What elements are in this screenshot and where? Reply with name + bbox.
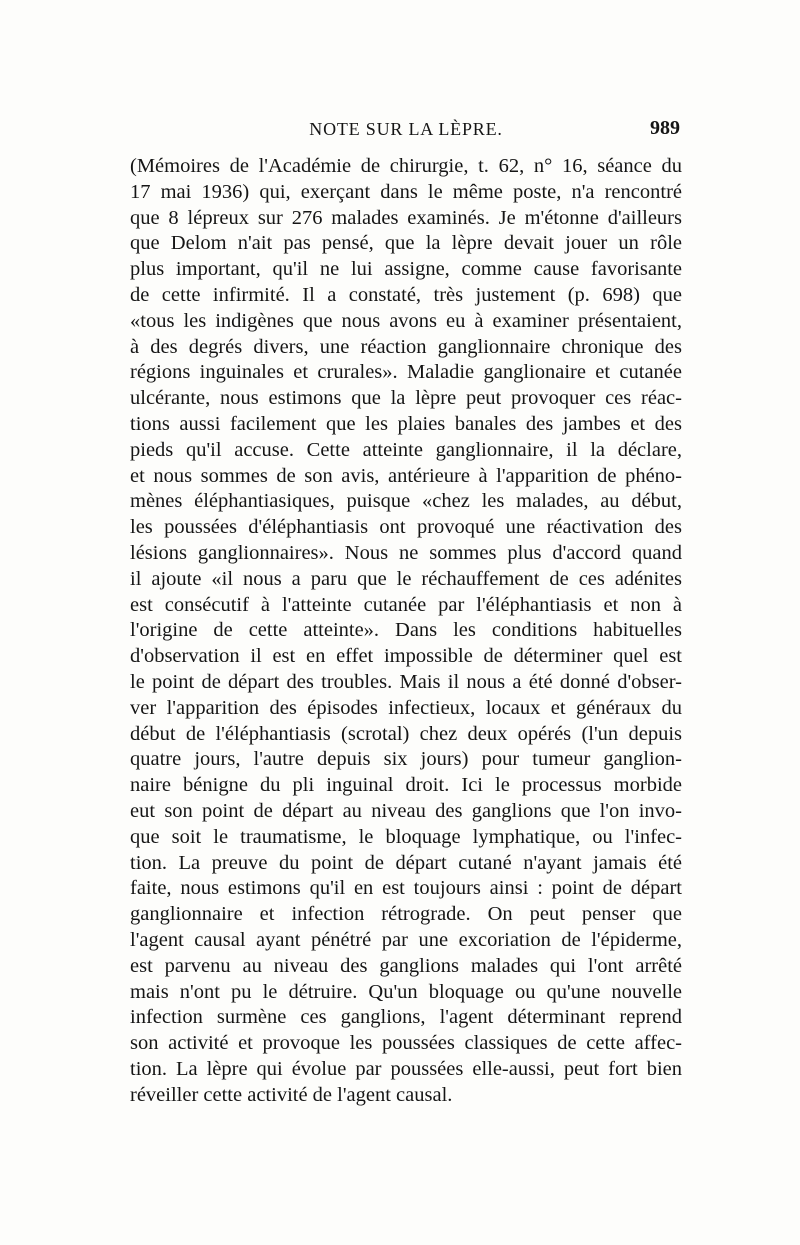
text-line: plus important, qu'il ne lui assigne, comme cause favorisante xyxy=(130,258,682,281)
text-line: infection surmène ces ganglions, l'agent déterminant reprend xyxy=(130,1006,682,1029)
text-line: «tous les indigènes que nous avons eu à examiner présentaient, xyxy=(130,309,682,332)
text-line: que soit le traumatisme, le bloquage lymphatique, ou l'infec- xyxy=(130,825,682,848)
text-line: quatre jours, l'autre depuis six jours) pour tumeur ganglion- xyxy=(130,748,682,771)
text-line: naire bénigne du pli inguinal droit. Ici le processus morbide xyxy=(130,774,682,797)
text-line: (Mémoires de l'Académie de chirurgie, t. 62, n° 16, séance du xyxy=(130,155,682,177)
running-header xyxy=(130,117,682,145)
text-line: d'observation il est en effet impossible de déterminer quel est xyxy=(130,645,682,668)
text-line: ulcérante, nous estimons que la lèpre peut provoquer ces réac- xyxy=(130,387,682,410)
text-line: les poussées d'éléphantiasis ont provoqué une réactivation des xyxy=(130,516,682,539)
text-line: 17 mai 1936) qui, exerçant dans le même poste, n'a rencontré xyxy=(130,180,682,203)
text-line: régions inguinales et crurales». Maladie ganglionaire et cutanée xyxy=(130,361,682,384)
text-line: que Delom n'ait pas pensé, que la lèpre devait jouer un rôle xyxy=(130,232,682,255)
text-line: à des degrés divers, une réaction ganglionnaire chronique des xyxy=(130,335,682,358)
text-line: tion. La lèpre qui évolue par poussées elle-aussi, peut fort bien xyxy=(130,1057,682,1080)
text-line: mais n'ont pu le détruire. Qu'un bloquage ou qu'une nouvelle xyxy=(130,980,682,1003)
text-line: de cette infirmité. Il a constaté, très justement (p. 698) que xyxy=(130,283,682,306)
text-line: réveiller cette activité de l'agent causal. xyxy=(130,1083,453,1106)
running-title: NOTE SUR LA LÈPRE. xyxy=(309,119,503,139)
text-line: est parvenu au niveau des ganglions malades qui l'ont arrêté xyxy=(130,954,682,977)
text-line: que 8 lépreux sur 276 malades examinés. Je m'étonne d'ailleurs xyxy=(130,206,682,229)
text-line: est consécutif à l'atteinte cutanée par l'éléphantiasis et non à xyxy=(130,593,682,616)
text-line: tion. La preuve du point de départ cutané n'ayant jamais été xyxy=(130,851,682,874)
text-line: son activité et provoque les poussées classiques de cette affec- xyxy=(130,1032,682,1055)
text-line: il ajoute «il nous a paru que le réchauffement de ces adénites xyxy=(130,567,682,590)
text-line: mènes éléphantiasiques, puisque «chez les malades, au début, xyxy=(130,490,682,513)
text-line: pieds qu'il accuse. Cette atteinte ganglionnaire, il la déclare, xyxy=(130,438,682,461)
text-line: ganglionnaire et infection rétrograde. On peut penser que xyxy=(130,903,682,926)
text-line: tions aussi facilement que les plaies banales des jambes et des xyxy=(130,412,682,435)
text-line: le point de départ des troubles. Mais il nous a été donné d'obser- xyxy=(130,670,682,693)
text-line: l'origine de cette atteinte». Dans les conditions habituelles xyxy=(130,619,682,642)
text-line: l'agent causal ayant pénétré par une excoriation de l'épiderme, xyxy=(130,928,682,951)
text-line: début de l'éléphantiasis (scrotal) chez deux opérés (l'un depuis xyxy=(130,722,682,745)
text-line: eut son point de départ au niveau des ganglions que l'on invo- xyxy=(130,799,682,822)
text-line: ver l'apparition des épisodes infectieux, locaux et généraux du xyxy=(130,696,682,719)
text-line: et nous sommes de son avis, antérieure à l'apparition de phéno- xyxy=(130,464,682,487)
text-line: lésions ganglionnaires». Nous ne sommes plus d'accord quand xyxy=(130,541,682,564)
page-number: 989 xyxy=(650,117,680,139)
text-line: faite, nous estimons qu'il en est toujours ainsi : point de départ xyxy=(130,877,682,900)
body-paragraph xyxy=(130,154,682,1108)
